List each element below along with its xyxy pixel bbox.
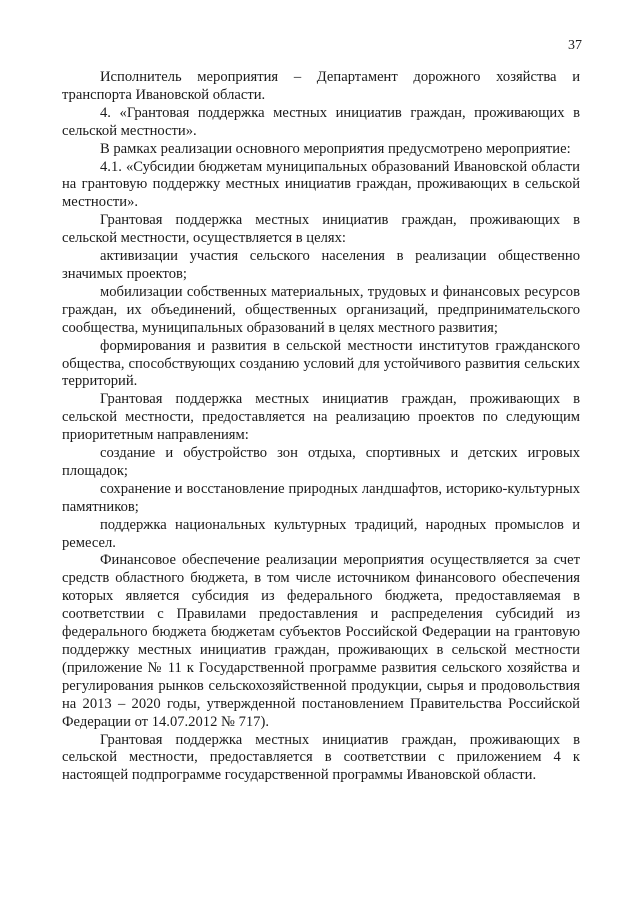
paragraph-executor: Исполнитель мероприятия – Департамент дорожного хозяйства и транспорта Ивановской области. <box>62 69 580 103</box>
paragraph-financing: Финансовое обеспечение реализации мероприятия осуществляется за счет средств областного бюджета, в том числе источником финансового обеспечения которых является субсидия из федерального бюджета, предоставляемая в соответствии с Правилами предоставления и распределения субсидий из федерального бюджета бюджетам субъектов Российской Федерации на грантовую поддержку местных инициатив граждан, проживающих в сельской местности (приложение № 11 к Государственной программе развития сельского хозяйства и регулирования рынков сельскохозяйственной продукции, сырья и продовольствия на 2013 – 2020 годы, утвержденной постановлением Правительства Российской Федерации от 14.07.2012 № 717). <box>62 552 580 730</box>
paragraph-direction-1: создание и обустройство зон отдыха, спортивных и детских игровых площадок; <box>62 445 580 479</box>
paragraph-heading-4-1: 4.1. «Субсидии бюджетам муниципальных образований Ивановской области на грантовую поддержку местных инициатив граждан, проживающих в сельской местности». <box>62 158 580 211</box>
paragraph-heading-4: 4. «Грантовая поддержка местных инициатив граждан, проживающих в сельской местности». <box>62 104 580 139</box>
paragraph-goal-1: активизации участия сельского населения в реализации общественно значимых проектов; <box>62 248 580 282</box>
paragraph-goal-2: мобилизации собственных материальных, трудовых и финансовых ресурсов граждан, их объединений, общественных организаций, предпринимательского сообщества, муниципальных образований в целях местного развития; <box>62 283 580 336</box>
page-number: 37 <box>568 38 582 53</box>
paragraph-goal-3: формирования и развития в сельской местности институтов гражданского общества, способствующих созданию условий для устойчивого развития сельских территорий. <box>62 337 580 390</box>
paragraph-intro: В рамках реализации основного мероприятия предусмотрено мероприятие: <box>100 140 571 157</box>
document-body <box>62 69 580 785</box>
paragraph-directions-intro: Грантовая поддержка местных инициатив граждан, проживающих в сельской местности, предоставляется на реализацию проектов по следующим приоритетным направлениям: <box>62 391 580 444</box>
paragraph-direction-3: поддержка национальных культурных традиций, народных промыслов и ремесел. <box>62 516 580 551</box>
paragraph-closing: Грантовая поддержка местных инициатив граждан, проживающих в сельской местности, предоставляется в соответствии с приложением 4 к настоящей подпрограмме государственной программы Ивановской области. <box>62 731 580 784</box>
paragraph-direction-2: сохранение и восстановление природных ландшафтов, историко-культурных памятников; <box>62 480 580 515</box>
paragraph-goals-intro: Грантовая поддержка местных инициатив граждан, проживающих в сельской местности, осуществляется в целях: <box>62 212 580 247</box>
